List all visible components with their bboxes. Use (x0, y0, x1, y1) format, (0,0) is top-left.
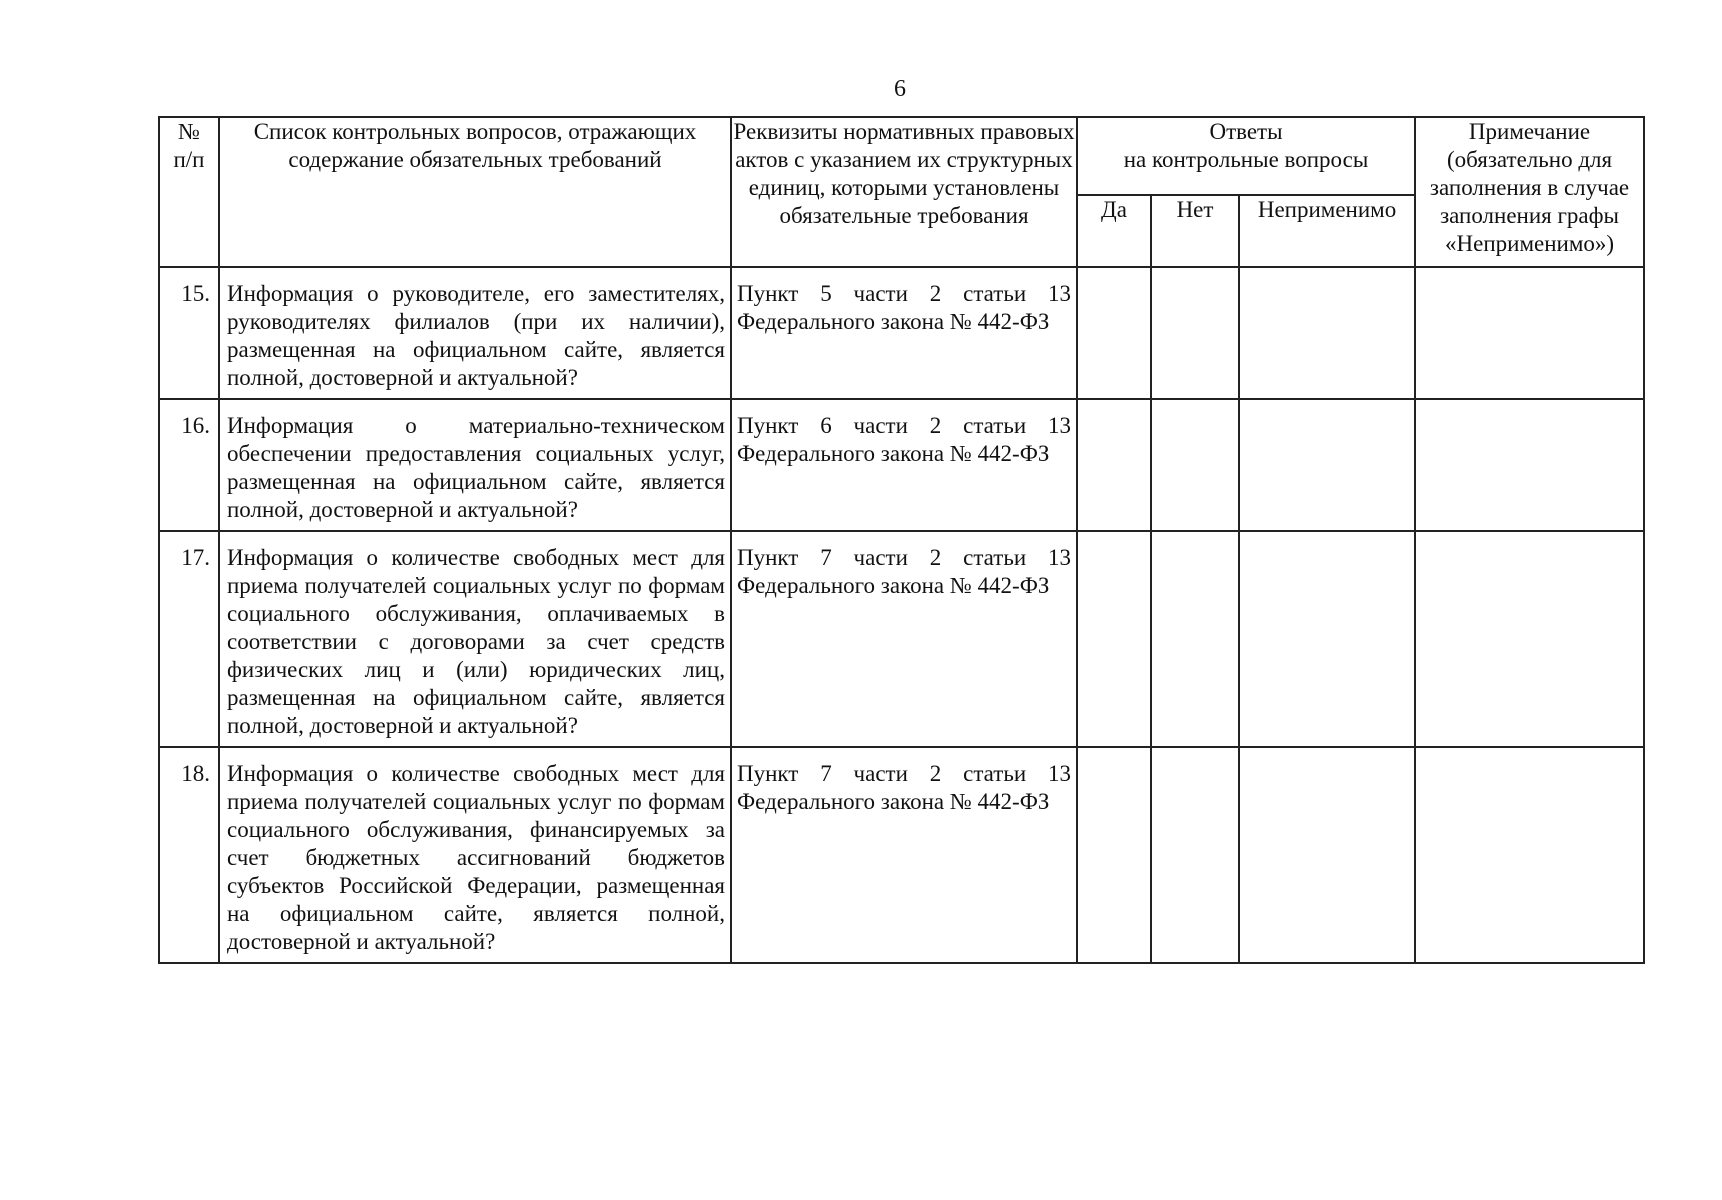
row-requisite: Пункт 7 части 2 статьи 13 Федерального закона № 442-ФЗ (731, 531, 1077, 747)
row-question: Информация о количестве свободных мест для приема получателей социальных услуг по формам социального обслуживания, оплачиваемых в соответствии с договорами за счет средств физических лиц и (или) юридических лиц, размещенная на официальном сайте, является полной, достоверной и актуальной? (219, 531, 731, 747)
answer-yes-cell[interactable] (1077, 399, 1151, 531)
row-question: Информация о руководителе, его заместителях, руководителях филиалов (при их наличии), размещенная на официальном сайте, является полной, достоверной и актуальной? (219, 267, 731, 399)
header-number: № п/п (159, 117, 219, 267)
row-requisite: Пункт 6 части 2 статьи 13 Федерального закона № 442-ФЗ (731, 399, 1077, 531)
row-number: 16. (159, 399, 219, 531)
header-note: Примечание (обязательно для заполнения в случае заполнения графы «Неприменимо») (1415, 117, 1644, 267)
answer-no-cell[interactable] (1151, 399, 1239, 531)
answer-na-cell[interactable] (1239, 747, 1415, 963)
note-cell[interactable] (1415, 747, 1644, 963)
answer-no-cell[interactable] (1151, 747, 1239, 963)
row-requisite: Пункт 7 части 2 статьи 13 Федерального закона № 442-ФЗ (731, 747, 1077, 963)
answer-no-cell[interactable] (1151, 267, 1239, 399)
note-cell[interactable] (1415, 399, 1644, 531)
row-number: 18. (159, 747, 219, 963)
row-question: Информация о количестве свободных мест для приема получателей социальных услуг по формам социального обслуживания, финансируемых за счет бюджетных ассигнований бюджетов субъектов Российской Федерации, размещенная на официальном сайте, является полной, достоверной и актуальной? (219, 747, 731, 963)
answer-na-cell[interactable] (1239, 399, 1415, 531)
header-answer-no: Нет (1151, 195, 1239, 267)
header-requisites: Реквизиты нормативных правовых актов с указанием их структурных единиц, которыми установлены обязательные требования (731, 117, 1077, 267)
answer-yes-cell[interactable] (1077, 267, 1151, 399)
checklist-table (158, 116, 1645, 964)
answer-na-cell[interactable] (1239, 531, 1415, 747)
answer-yes-cell[interactable] (1077, 531, 1151, 747)
row-requisite: Пункт 5 части 2 статьи 13 Федерального закона № 442-ФЗ (731, 267, 1077, 399)
table-row (159, 747, 1644, 963)
header-questions: Список контрольных вопросов, отражающих содержание обязательных требований (219, 117, 731, 267)
note-cell[interactable] (1415, 531, 1644, 747)
page-number: 6 (894, 76, 906, 102)
note-cell[interactable] (1415, 267, 1644, 399)
answer-no-cell[interactable] (1151, 531, 1239, 747)
table-row (159, 399, 1644, 531)
header-answers: Ответы на контрольные вопросы (1077, 117, 1415, 195)
row-question: Информация о материально-техническом обеспечении предоставления социальных услуг, размещенная на официальном сайте, является полной, достоверной и актуальной? (219, 399, 731, 531)
row-number: 15. (159, 267, 219, 399)
table-row (159, 531, 1644, 747)
table-row (159, 267, 1644, 399)
answer-yes-cell[interactable] (1077, 747, 1151, 963)
header-answer-yes: Да (1077, 195, 1151, 267)
row-number: 17. (159, 531, 219, 747)
answer-na-cell[interactable] (1239, 267, 1415, 399)
header-answer-na: Неприменимо (1239, 195, 1415, 267)
